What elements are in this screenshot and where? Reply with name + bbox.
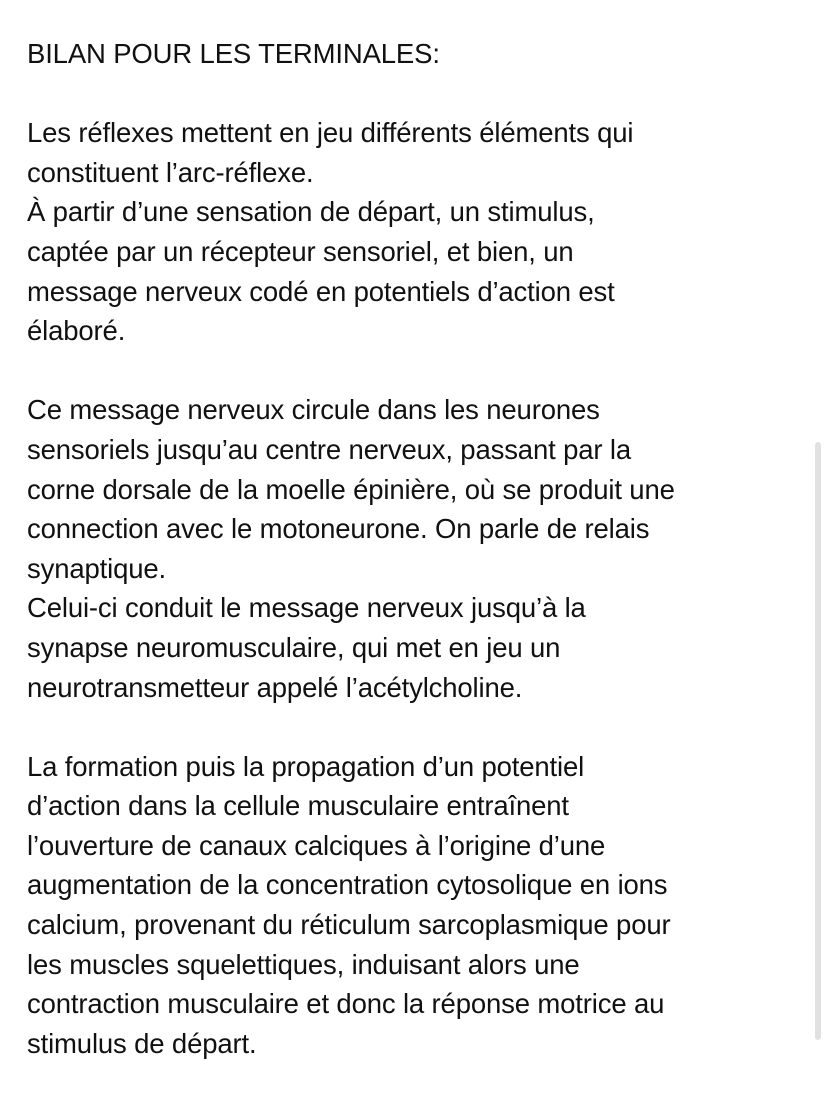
text-line: élaboré. [27, 315, 126, 347]
text-line: sensoriels jusqu’au centre nerveux, passant par la [27, 433, 631, 465]
note-body[interactable] [27, 34, 817, 1063]
text-line: captée par un récepteur sensoriel, et bien, un [27, 235, 574, 267]
text-line: La formation puis la propagation d’un potentiel [27, 750, 585, 782]
text-line: Celui-ci conduit le message nerveux jusqu’à la [27, 592, 586, 624]
text-line: stimulus de départ. [27, 1027, 257, 1059]
text-line: synapse neuromusculaire, qui met en jeu un [27, 631, 561, 663]
text-line: neurotransmetteur appelé l’acétylcholine. [27, 671, 523, 703]
text-line: connection avec le motoneurone. On parle de relais [27, 513, 650, 545]
text-line: calcium, provenant du réticulum sarcoplasmique pour [27, 909, 671, 941]
text-line: constituent l’arc-réflexe. [27, 156, 314, 188]
note-title: BILAN POUR LES TERMINALES: [27, 38, 440, 69]
text-line: l’ouverture de canaux calciques à l’origine d’une [27, 829, 606, 861]
paragraph-3 [27, 747, 817, 1064]
paragraph-2 [27, 390, 817, 707]
text-line: augmentation de la concentration cytosolique en ions [27, 869, 668, 901]
blank-line [27, 351, 817, 391]
text-line: corne dorsale de la moelle épinière, où se produit une [27, 473, 675, 505]
vertical-scrollbar[interactable] [815, 442, 821, 1040]
text-line: les muscles squelettiques, induisant alors une [27, 948, 580, 980]
blank-line [27, 74, 817, 114]
text-line: À partir d’une sensation de départ, un stimulus, [27, 196, 595, 228]
paragraph-1 [27, 113, 817, 351]
text-line: d’action dans la cellule musculaire entraînent [27, 790, 569, 822]
text-line: synaptique. [27, 552, 167, 584]
blank-line [27, 707, 817, 747]
text-line: Ce message nerveux circule dans les neurones [27, 394, 600, 426]
text-line: message nerveux codé en potentiels d’action est [27, 275, 615, 307]
text-line: Les réflexes mettent en jeu différents éléments qui [27, 117, 634, 149]
text-line: contraction musculaire et donc la réponse motrice au [27, 988, 665, 1020]
